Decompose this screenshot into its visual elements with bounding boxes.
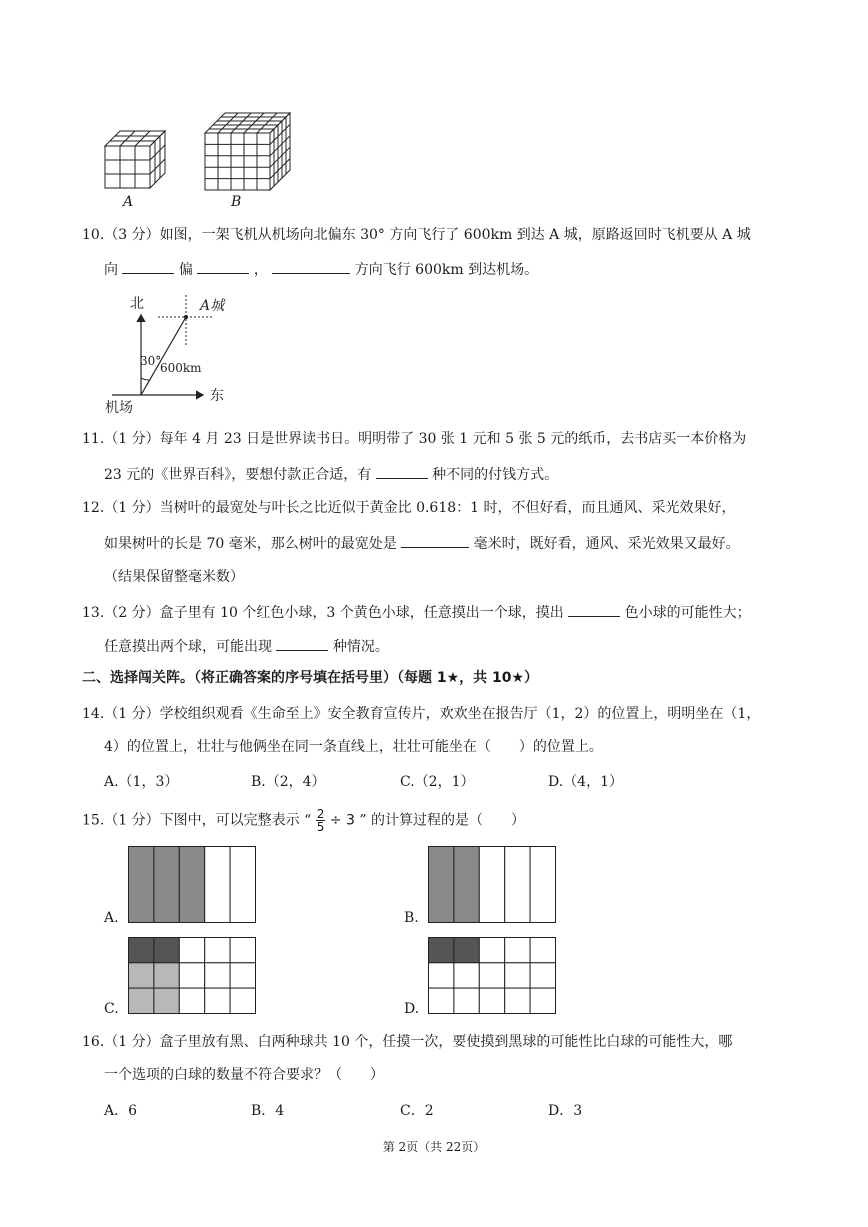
q11-text-b: 种不同的付钱方式。	[432, 467, 559, 483]
q14-option-d[interactable]: D.（4，1）	[548, 774, 623, 790]
q16-option-c[interactable]: C．2	[400, 1103, 434, 1119]
q16-option-b[interactable]: B．4	[251, 1103, 285, 1119]
q10-line2	[104, 259, 538, 279]
q14-option-a[interactable]: A.（1，3）	[104, 774, 179, 790]
q13-text-d: 种情况。	[332, 639, 389, 655]
q10-blank-3[interactable]	[272, 259, 350, 274]
q16-line1: 16.（1 分）盒子里放有黑、白两种球共 10 个，任摸一次，要使摸到黑球的可能性比白球的可能性大，哪	[82, 1034, 733, 1050]
q15-text-a: 15.（1 分）下图中，可以完整表示	[82, 812, 300, 829]
q10-blank-1[interactable]	[122, 259, 174, 274]
q10-text-rest: 方向飞行 600km 到达机场。	[354, 262, 539, 278]
cube-b-label: B	[231, 194, 242, 210]
q15-label-c: C.	[104, 1001, 119, 1017]
q16-option-d[interactable]: D．3	[548, 1103, 583, 1119]
q11-blank[interactable]	[376, 464, 428, 479]
q14-option-b[interactable]: B.（2，4）	[251, 774, 326, 790]
q15-figure-d[interactable]	[428, 937, 556, 1015]
cube-a-label: A	[123, 194, 134, 210]
q15-expr-rest: ÷ 3	[329, 812, 355, 829]
cube-a	[105, 131, 165, 188]
q15-fraction-den: 5	[316, 820, 325, 834]
q15-figure-b[interactable]	[428, 846, 556, 924]
q12-text-b: 毫米时，既好看，通风、采光效果又最好。	[473, 536, 740, 552]
q13-text-a: 13.（2 分）盒子里有 10 个红色小球，3 个黄色小球，任意摸出一个球，摸出	[82, 605, 564, 621]
distance-label: 600km	[160, 361, 202, 375]
q13-line1	[82, 602, 751, 622]
east-label: 东	[210, 388, 224, 404]
q12-blank[interactable]	[401, 533, 469, 548]
angle-arc	[141, 378, 149, 380]
city-label: A城	[200, 298, 225, 314]
q16-line2: 一个选项的白球的数量不符合要求？（ ）	[104, 1067, 384, 1083]
q10-blank-2[interactable]	[197, 259, 249, 274]
q15-line1	[82, 808, 525, 833]
q15-figure-c[interactable]	[128, 937, 256, 1015]
q15-text-b: 的计算过程的是（ ）	[370, 812, 525, 829]
q15-quote-open: “	[304, 812, 312, 829]
section-2-heading: 二、选择闯关阵。（将正确答案的序号填在括号里）（每题 1★，共 10★）	[82, 670, 539, 686]
q15-fraction-num: 2	[316, 807, 325, 821]
city-point	[184, 315, 188, 319]
cube-b	[205, 113, 290, 190]
q13-text-b: 色小球的可能性大；	[624, 605, 751, 621]
q15-figure-a[interactable]	[128, 846, 256, 924]
q14-line1: 14.（1 分）学校组织观看《生命至上》安全教育宣传片，欢欢坐在报告厅（1，2）的位置上，明明坐在（1，	[82, 706, 761, 722]
angle-label: 30°	[140, 354, 162, 368]
q15-label-d: D.	[404, 1001, 420, 1017]
q13-line2	[104, 636, 389, 656]
page-footer: 第 2页（共 22页）	[382, 1140, 486, 1154]
q13-text-c: 任意摸出两个球，可能出现	[104, 639, 272, 655]
q12-text-a: 如果树叶的长是 70 毫米，那么树叶的最宽处是	[104, 536, 397, 552]
north-label: 北	[130, 296, 144, 312]
q10-line1: 10.（3 分）如图，一架飞机从机场向北偏东 30° 方向飞行了 600km 到达 A 城，原路返回时飞机要从 A 城	[82, 227, 751, 243]
q12-line3: （结果保留整毫米数）	[104, 569, 244, 585]
q15-quote-close: ”	[359, 812, 367, 829]
q13-blank-1[interactable]	[568, 602, 620, 617]
q15-label-b: B.	[404, 910, 419, 926]
q16-option-a[interactable]: A．6	[104, 1103, 138, 1119]
q13-blank-2[interactable]	[276, 636, 328, 651]
q15-fraction	[316, 808, 326, 833]
q14-option-c[interactable]: C.（2，1）	[400, 774, 475, 790]
airport-label: 机场	[105, 400, 133, 415]
q10-text-to: 向	[104, 262, 118, 278]
direction-diagram	[100, 290, 240, 415]
q15-label-a: A.	[104, 910, 119, 926]
q11-line1: 11.（1 分）每年 4 月 23 日是世界读书日。明明带了 30 张 1 元和 5 张 5 元的纸币，去书店买一本价格为	[82, 431, 747, 447]
q11-line2	[104, 464, 558, 484]
q12-line2	[104, 533, 740, 553]
q14-line2: 4）的位置上，壮壮与他俩坐在同一条直线上，壮壮可能坐在（ ）的位置上。	[104, 739, 603, 755]
q10-text-comma: ，	[253, 262, 268, 278]
cube-figures	[100, 108, 300, 198]
q12-line1: 12.（1 分）当树叶的最宽处与叶长之比近似于黄金比 0.618：1 时，不但好看，而且通风、采光效果好，	[82, 500, 736, 516]
q10-text-pian: 偏	[178, 262, 193, 278]
q11-text-a: 23 元的《世界百科》，要想付款正合适，有	[104, 467, 372, 483]
